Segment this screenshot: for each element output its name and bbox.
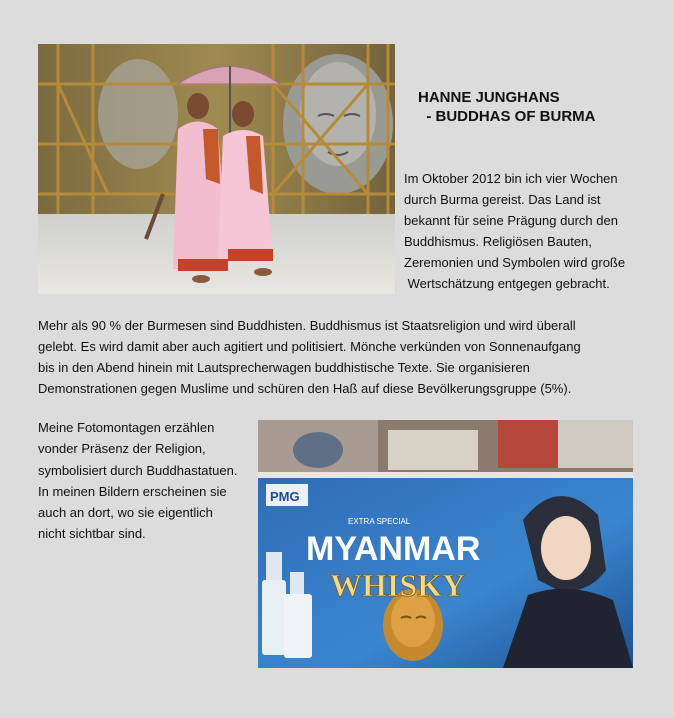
- side-line: Meine Fotomontagen erzählen: [38, 420, 215, 435]
- side-line: nicht sichtbar sind.: [38, 526, 146, 542]
- intro-line: Im Oktober 2012 bin ich vier Wochen: [404, 171, 618, 186]
- intro-line: Zeremonien und Symbolen wird große: [404, 255, 626, 270]
- intro-line: bekannt für seine Prägung durch den: [404, 213, 618, 228]
- intro-paragraph: [404, 168, 654, 294]
- title-line-2: - BUDDHAS OF BURMA: [418, 108, 596, 125]
- billboard-photo-illustration: [258, 420, 633, 668]
- side-line: In meinen Bildern erscheinen sie: [38, 483, 227, 499]
- billboard-logo: PMG: [270, 489, 300, 504]
- title-line-1: HANNE JUNGHANS: [418, 89, 560, 106]
- body-line: gelebt. Es wird damit aber auch agitiert und politisiert. Mönche verkünden von Sonnenaufgang: [38, 339, 581, 354]
- billboard-brand-2: WHISKY: [330, 567, 466, 603]
- side-line: auch an dort, wo sie eigentlich: [38, 505, 213, 521]
- body-line: Mehr als 90 % der Burmesen sind Buddhisten. Buddhismus ist Staatsreligion und wird überall: [38, 318, 576, 333]
- body-line: Demonstrationen gegen Muslime und schüren den Haß auf diese Bevölkerungsgruppe (5%).: [38, 381, 572, 396]
- side-line: symbolisiert durch Buddhastatuen.: [38, 462, 238, 478]
- body-paragraph: [38, 315, 648, 399]
- intro-line: durch Burma gereist. Das Land ist: [404, 192, 601, 207]
- photo-nuns-with-umbrella: [38, 44, 395, 294]
- side-paragraph: [38, 417, 263, 545]
- body-line: bis in den Abend hinein mit Lautsprecherwagen buddhistische Texte. Sie organisieren: [38, 360, 530, 375]
- photo-whisky-billboard: [258, 420, 633, 668]
- intro-line: Buddhismus. Religiösen Bauten,: [404, 234, 592, 249]
- nuns-photo-illustration: [38, 44, 395, 294]
- billboard-extra: EXTRA SPECIAL: [348, 517, 411, 526]
- billboard-brand-1: MYANMAR: [306, 530, 481, 568]
- page-title: [418, 88, 596, 126]
- side-line: vonder Präsenz der Religion,: [38, 441, 206, 457]
- intro-line: Wertschätzung entgegen gebracht.: [404, 276, 610, 291]
